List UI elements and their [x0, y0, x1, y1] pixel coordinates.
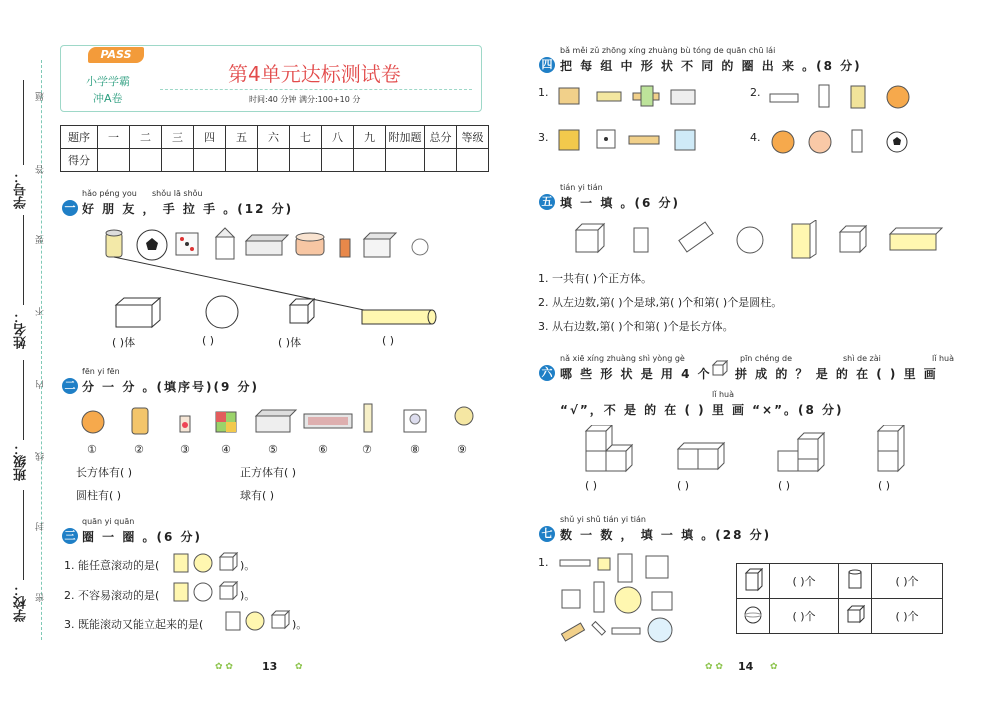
- pinyin: tián yi tián: [560, 183, 603, 192]
- sphere-icon-cell: [737, 599, 770, 634]
- seal-char: 封: [36, 522, 46, 531]
- score-input-cell[interactable]: [457, 149, 489, 172]
- tilted-cylinder-shape[interactable]: [679, 222, 713, 252]
- odd-one-out-pictures: [555, 82, 945, 162]
- cylinder[interactable]: [594, 582, 604, 612]
- check-blank[interactable]: ( ): [677, 479, 690, 492]
- cube-shape[interactable]: [576, 224, 604, 252]
- table-cell: 二: [130, 126, 162, 149]
- sphere[interactable]: [615, 587, 641, 613]
- table-cell: 附加题: [386, 126, 425, 149]
- flat-cuboid-shape[interactable]: [890, 228, 942, 250]
- matching-pictures: [100, 225, 440, 335]
- question-number: 1.: [538, 556, 549, 569]
- tall-cuboid-shape[interactable]: [792, 220, 816, 258]
- pinyin: shì de zài: [843, 354, 881, 363]
- score-table: [60, 125, 489, 172]
- basketball-object[interactable]: [82, 411, 104, 433]
- page-title: 第4单元达标测试卷: [228, 62, 401, 86]
- count-blank[interactable]: ( )个: [770, 599, 839, 634]
- time-info: 时间:40 分钟 满分:100+10 分: [249, 95, 361, 104]
- choice-shapes: [170, 552, 242, 574]
- section-badge: 七: [539, 526, 555, 542]
- cylinder-icon: [845, 568, 865, 592]
- section-title: 填 一 填 。(6 分): [560, 196, 681, 210]
- sprout-icon: ✿: [295, 662, 303, 672]
- cylinder-shape[interactable]: [362, 310, 436, 324]
- cuboid-answer[interactable]: 长方体有( ): [76, 466, 133, 479]
- header-divider: [160, 89, 472, 90]
- count-blank[interactable]: ( )个: [770, 564, 839, 599]
- school-label: 学校：: [14, 583, 29, 622]
- cylinder-icon-cell: [839, 564, 872, 599]
- cylinder-shape[interactable]: [634, 228, 648, 252]
- item-number: ⑧: [410, 443, 420, 456]
- structure-3[interactable]: [778, 433, 824, 471]
- table-cell: 八: [322, 126, 354, 149]
- choice-shapes: [222, 610, 294, 632]
- stick-box-object[interactable]: [629, 136, 659, 144]
- table-cell: 得分: [61, 149, 98, 172]
- gift-box-object[interactable]: [364, 233, 396, 257]
- answer-blank[interactable]: ( ): [382, 334, 395, 347]
- question-close: )。: [240, 589, 256, 602]
- table-row: [61, 126, 489, 149]
- table-row: [737, 564, 943, 599]
- cube-choice[interactable]: [272, 611, 289, 628]
- table-cell: 六: [258, 126, 290, 149]
- section-badge: 六: [539, 365, 555, 381]
- count-blank[interactable]: ( )个: [872, 599, 943, 634]
- structure-1[interactable]: [586, 425, 632, 471]
- seal-char: 线: [36, 452, 46, 461]
- answer-blank[interactable]: ( )体: [278, 336, 302, 349]
- brand-line-2: 冲A卷: [93, 92, 123, 105]
- cube-icon-cell: [839, 599, 872, 634]
- cube-box-object[interactable]: [404, 410, 426, 432]
- table-cell: 一: [98, 126, 130, 149]
- cuboid[interactable]: [652, 592, 672, 610]
- basketball-object[interactable]: [887, 86, 909, 108]
- cuboid-icon: [743, 568, 763, 592]
- can-object[interactable]: [851, 86, 865, 108]
- section-badge: 四: [539, 57, 555, 73]
- score-input-cell[interactable]: [354, 149, 386, 172]
- flat-cuboid-2[interactable]: [612, 628, 640, 634]
- soccer-ball-object[interactable]: [887, 132, 907, 152]
- shape-sequence: [570, 220, 950, 264]
- section-title: “√”，不 是 的 在 ( ) 里 画 “×”。(8 分): [560, 403, 844, 417]
- seal-char: 内: [36, 380, 46, 389]
- striped-ball-object[interactable]: [809, 131, 831, 153]
- score-input-cell[interactable]: [130, 149, 162, 172]
- table-cell: 五: [226, 126, 258, 149]
- section-title: 分 一 分 。(填序号)(9 分): [82, 380, 259, 394]
- class-line: [23, 360, 24, 440]
- fill-question[interactable]: 2. 从左边数,第( )个是球,第( )个和第( )个是圆柱。: [538, 296, 783, 309]
- cube-choice[interactable]: [220, 582, 237, 599]
- pinyin: hǎo péng you: [82, 189, 137, 198]
- score-input-cell[interactable]: [290, 149, 322, 172]
- item-number: ⑦: [362, 443, 372, 456]
- score-input-cell[interactable]: [258, 149, 290, 172]
- pinyin: shǒu lā shǒu: [152, 189, 203, 198]
- battery-object[interactable]: [364, 404, 372, 432]
- section-badge: 三: [62, 528, 78, 544]
- pinyin: bǎ měi zǔ zhōng xíng zhuàng bù tóng de quān chū lái: [560, 46, 776, 55]
- small-bottle-object[interactable]: [180, 416, 190, 432]
- jar-object[interactable]: [132, 408, 148, 434]
- stick-box-object[interactable]: [770, 94, 798, 102]
- group-label: 1.: [538, 86, 549, 99]
- sphere-shape[interactable]: [206, 296, 238, 328]
- seal-char: 密: [36, 593, 46, 602]
- clear-cube-object[interactable]: [675, 130, 695, 150]
- item-number: ①: [87, 443, 97, 456]
- sphere-choice[interactable]: [246, 612, 264, 630]
- brand-line-1: 小学学霸: [86, 75, 130, 88]
- small-ball-object[interactable]: [455, 407, 473, 425]
- item-number: ④: [221, 443, 231, 456]
- basketball-object[interactable]: [772, 131, 794, 153]
- binding-dashed-line: [41, 60, 42, 640]
- classify-pictures: [76, 402, 476, 440]
- answer-blank[interactable]: ( )体: [112, 336, 136, 349]
- check-blank[interactable]: ( ): [585, 479, 598, 492]
- can-object[interactable]: [641, 86, 653, 106]
- name-label: 姓名：: [14, 310, 29, 349]
- pass-logo: PASS: [88, 47, 144, 63]
- cylinder-choice[interactable]: [174, 583, 188, 601]
- group-3: [559, 130, 695, 150]
- cuboid-icon-cell: [737, 564, 770, 599]
- pinyin: pīn chéng de: [740, 354, 792, 363]
- section-title: 把 每 组 中 形 状 不 同 的 圈 出 来 。(8 分): [560, 59, 862, 73]
- sphere-answer[interactable]: 球有( ): [240, 489, 275, 502]
- item-number: ③: [180, 443, 190, 456]
- pencil-box-object[interactable]: [304, 414, 352, 428]
- table-row: [61, 149, 489, 172]
- table-cell: 四: [194, 126, 226, 149]
- page-number-right: 14: [738, 660, 754, 673]
- group-2: [770, 85, 909, 108]
- question-text: 1. 能任意滚动的是(: [64, 559, 160, 572]
- class-label: 班级：: [14, 442, 29, 481]
- item-number: ⑥: [318, 443, 328, 456]
- cylinder-choice[interactable]: [226, 612, 240, 630]
- student-number-line: [23, 80, 24, 165]
- table-cell: 总分: [425, 126, 457, 149]
- check-blank[interactable]: ( ): [778, 479, 791, 492]
- score-input-cell[interactable]: [194, 149, 226, 172]
- counting-shapes: [556, 548, 686, 648]
- count-table: [736, 563, 943, 634]
- cube-structures: [580, 425, 940, 477]
- rubik-cube-object[interactable]: [559, 130, 579, 150]
- group-label: 2.: [750, 86, 761, 99]
- section-badge: 一: [62, 200, 78, 216]
- blue-sphere[interactable]: [648, 618, 672, 642]
- juice-can-object[interactable]: [340, 239, 350, 257]
- score-input-cell[interactable]: [322, 149, 354, 172]
- table-cell: 三: [162, 126, 194, 149]
- tennis-ball-object[interactable]: [412, 239, 428, 255]
- score-input-cell[interactable]: [98, 149, 130, 172]
- score-input-cell[interactable]: [226, 149, 258, 172]
- choice-shapes: [170, 581, 242, 603]
- section-title: 数 一 数 ， 填 一 填 。(28 分): [560, 528, 772, 542]
- question-close: )。: [240, 559, 256, 572]
- school-line: [23, 490, 24, 580]
- tall-cuboid[interactable]: [618, 554, 632, 582]
- sphere-icon: [743, 603, 763, 627]
- page-number-left: 13: [262, 660, 278, 673]
- flat-box-object[interactable]: [246, 235, 288, 255]
- section-title: 拼 成 的 ？ 是 的 在 ( ) 里 画: [735, 367, 938, 381]
- cube-choice[interactable]: [220, 553, 237, 570]
- dice-object[interactable]: [176, 233, 198, 255]
- group-4: [772, 130, 907, 153]
- seal-char: 不: [36, 307, 46, 316]
- cylinder-choice[interactable]: [174, 554, 188, 572]
- score-input-cell[interactable]: [162, 149, 194, 172]
- cylinder-object[interactable]: [852, 130, 862, 152]
- pinyin: nǎ xiē xíng zhuàng shì yòng gè: [560, 354, 685, 363]
- table-cell: 九: [354, 126, 386, 149]
- table-cell: 等级: [457, 126, 489, 149]
- can-object[interactable]: [106, 230, 122, 257]
- cube-shape[interactable]: [290, 299, 314, 323]
- table-row: [737, 599, 943, 634]
- milk-box-object[interactable]: [216, 228, 234, 259]
- cube-2[interactable]: [562, 590, 580, 608]
- seal-char: 答: [36, 165, 46, 174]
- rubik-cube-object[interactable]: [216, 412, 236, 432]
- pinyin: lǐ huà: [932, 354, 955, 363]
- tilted-cylinder[interactable]: [592, 622, 605, 635]
- cake-box-object[interactable]: [671, 90, 695, 104]
- question-close: )。: [292, 618, 308, 631]
- cake-object[interactable]: [296, 233, 324, 255]
- table-cell: 七: [290, 126, 322, 149]
- answer-blank[interactable]: ( ): [202, 334, 215, 347]
- seal-char: 题: [36, 92, 46, 101]
- check-blank[interactable]: ( ): [878, 479, 891, 492]
- section-title: 哪 些 形 状 是 用 4 个: [560, 367, 712, 381]
- cube-shape[interactable]: [840, 226, 866, 252]
- score-input-cell[interactable]: [386, 149, 425, 172]
- soccer-ball-object[interactable]: [137, 230, 167, 260]
- sprout-icon: ✿ ✿: [215, 662, 233, 672]
- item-number: ⑤: [268, 443, 278, 456]
- count-blank[interactable]: ( )个: [872, 564, 943, 599]
- cube-answer[interactable]: 正方体有( ): [240, 466, 297, 479]
- question-text: 3. 既能滚动又能立起来的是(: [64, 618, 204, 631]
- sprout-icon: ✿: [770, 662, 778, 672]
- sprout-icon: ✿ ✿: [705, 662, 723, 672]
- pinyin: fēn yi fēn: [82, 367, 120, 376]
- section-badge: 二: [62, 378, 78, 394]
- seal-char: 要: [36, 235, 46, 244]
- box-object[interactable]: [559, 88, 579, 104]
- cube[interactable]: [646, 556, 668, 578]
- flat-cuboid[interactable]: [560, 560, 590, 566]
- group-1: [559, 86, 695, 106]
- section-badge: 五: [539, 194, 555, 210]
- fill-question[interactable]: 3. 从右边数,第( )个和第( )个是长方体。: [538, 320, 734, 333]
- sphere-shape[interactable]: [737, 227, 763, 253]
- question-text: 2. 不容易滚动的是(: [64, 589, 160, 602]
- item-number: ②: [134, 443, 144, 456]
- pinyin: shǔ yi shǔ tián yi tián: [560, 515, 646, 524]
- cylinder-answer[interactable]: 圆柱有( ): [76, 489, 122, 502]
- pinyin: quān yi quān: [82, 517, 135, 526]
- student-number-label: 学号：: [14, 170, 29, 209]
- pinyin: lǐ huà: [712, 390, 735, 399]
- dice-object[interactable]: [597, 130, 615, 148]
- sphere-choice[interactable]: [194, 554, 212, 572]
- cuboid-shape[interactable]: [116, 298, 160, 327]
- score-input-cell[interactable]: [425, 149, 457, 172]
- group-label: 3.: [538, 131, 549, 144]
- section-title: 好 朋 友 ， 手 拉 手 。(12 分): [82, 202, 294, 216]
- long-box-object[interactable]: [597, 92, 621, 101]
- cube-icon: [845, 603, 865, 627]
- small-cube-icon: [712, 360, 728, 378]
- section-title: 圈 一 圈 。(6 分): [82, 530, 203, 544]
- fill-question[interactable]: 1. 一共有( )个正方体。: [538, 272, 653, 285]
- name-line: [23, 215, 24, 305]
- sphere-choice[interactable]: [194, 583, 212, 601]
- item-number: ⑨: [457, 443, 467, 456]
- group-label: 4.: [750, 131, 761, 144]
- cylinder-object[interactable]: [819, 85, 829, 107]
- table-cell: 题序: [61, 126, 98, 149]
- tissue-box-object[interactable]: [256, 410, 296, 432]
- tilted-cuboid[interactable]: [561, 623, 584, 641]
- structure-2[interactable]: [678, 443, 724, 469]
- small-cube[interactable]: [598, 558, 610, 570]
- structure-4[interactable]: [878, 425, 904, 471]
